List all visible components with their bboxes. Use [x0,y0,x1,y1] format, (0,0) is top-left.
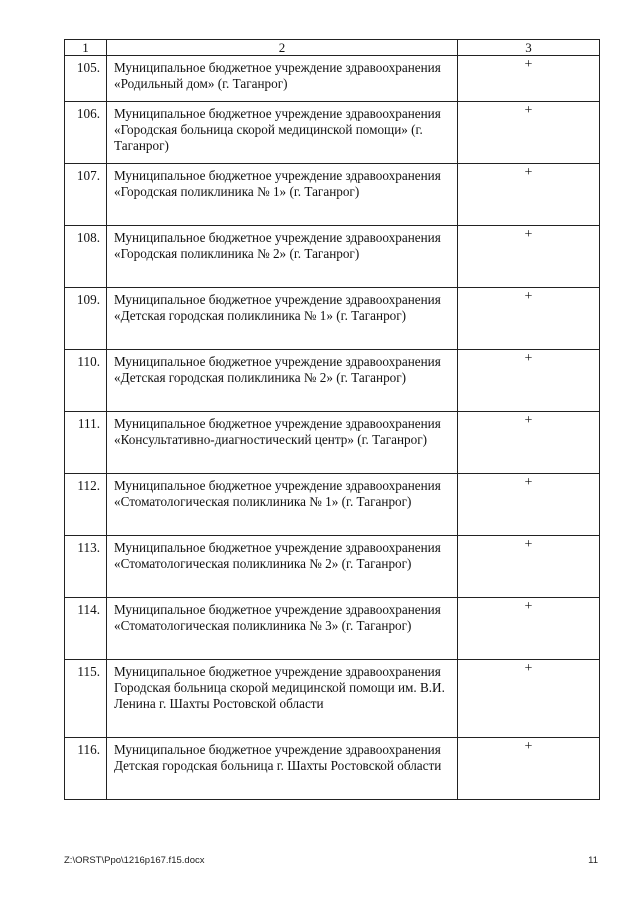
row-number: 106. [65,102,107,164]
row-number: 112. [65,474,107,536]
mark-cell: + [458,102,600,164]
mark-cell: + [458,412,600,474]
row-number: 108. [65,226,107,288]
table-row [65,56,600,102]
table-row [65,412,600,474]
row-number: 111. [65,412,107,474]
row-number: 109. [65,288,107,350]
header-cell-number: 1 [65,40,107,56]
table-row [65,738,600,800]
institution-name: Муниципальное бюджетное учреждение здравоохранения «Детская городская поликлиника № 1» (г. Таганрог) [107,288,458,350]
row-number: 105. [65,56,107,102]
institution-name: Муниципальное бюджетное учреждение здравоохранения «Детская городская поликлиника № 2» (г. Таганрог) [107,350,458,412]
table-row [65,660,600,738]
institution-name: Муниципальное бюджетное учреждение здравоохранения «Консультативно-диагностический центр» (г. Таганрог) [107,412,458,474]
table-row [65,288,600,350]
row-number: 115. [65,660,107,738]
table-row [65,598,600,660]
institution-name: Муниципальное бюджетное учреждение здравоохранения Детская городская больница г. Шахты Ростовской области [107,738,458,800]
table-row [65,102,600,164]
institution-name: Муниципальное бюджетное учреждение здравоохранения «Стоматологическая поликлиника № 2» (г. Таганрог) [107,536,458,598]
table-row [65,474,600,536]
institution-name: Муниципальное бюджетное учреждение здравоохранения «Стоматологическая поликлиника № 3» (г. Таганрог) [107,598,458,660]
table-row [65,350,600,412]
mark-cell: + [458,350,600,412]
mark-cell: + [458,660,600,738]
table-row [65,164,600,226]
table-row [65,536,600,598]
row-number: 116. [65,738,107,800]
institution-name: Муниципальное бюджетное учреждение здравоохранения «Городская поликлиника № 2» (г. Таганрог) [107,226,458,288]
header-cell-mark: 3 [458,40,600,56]
header-cell-name: 2 [107,40,458,56]
row-number: 107. [65,164,107,226]
institution-name: Муниципальное бюджетное учреждение здравоохранения «Родильный дом» (г. Таганрог) [107,56,458,102]
institution-name: Муниципальное бюджетное учреждение здравоохранения Городская больница скорой медицинской помощи им. В.И. Ленина г. Шахты Ростовской области [107,660,458,738]
mark-cell: + [458,474,600,536]
institution-name: Муниципальное бюджетное учреждение здравоохранения «Городская больница скорой медицинской помощи» (г. Таганрог) [107,102,458,164]
row-number: 113. [65,536,107,598]
table-header-row [65,40,600,56]
table-row [65,226,600,288]
footer-file-path: Z:\ORST\Ppo\1216p167.f15.docx [64,855,205,866]
mark-cell: + [458,598,600,660]
mark-cell: + [458,164,600,226]
mark-cell: + [458,288,600,350]
institution-name: Муниципальное бюджетное учреждение здравоохранения «Стоматологическая поликлиника № 1» (г. Таганрог) [107,474,458,536]
row-number: 114. [65,598,107,660]
institution-name: Муниципальное бюджетное учреждение здравоохранения «Городская поликлиника № 1» (г. Таганрог) [107,164,458,226]
mark-cell: + [458,226,600,288]
document-table [64,39,600,800]
mark-cell: + [458,56,600,102]
mark-cell: + [458,536,600,598]
mark-cell: + [458,738,600,800]
row-number: 110. [65,350,107,412]
footer-page-number: 11 [588,855,598,866]
